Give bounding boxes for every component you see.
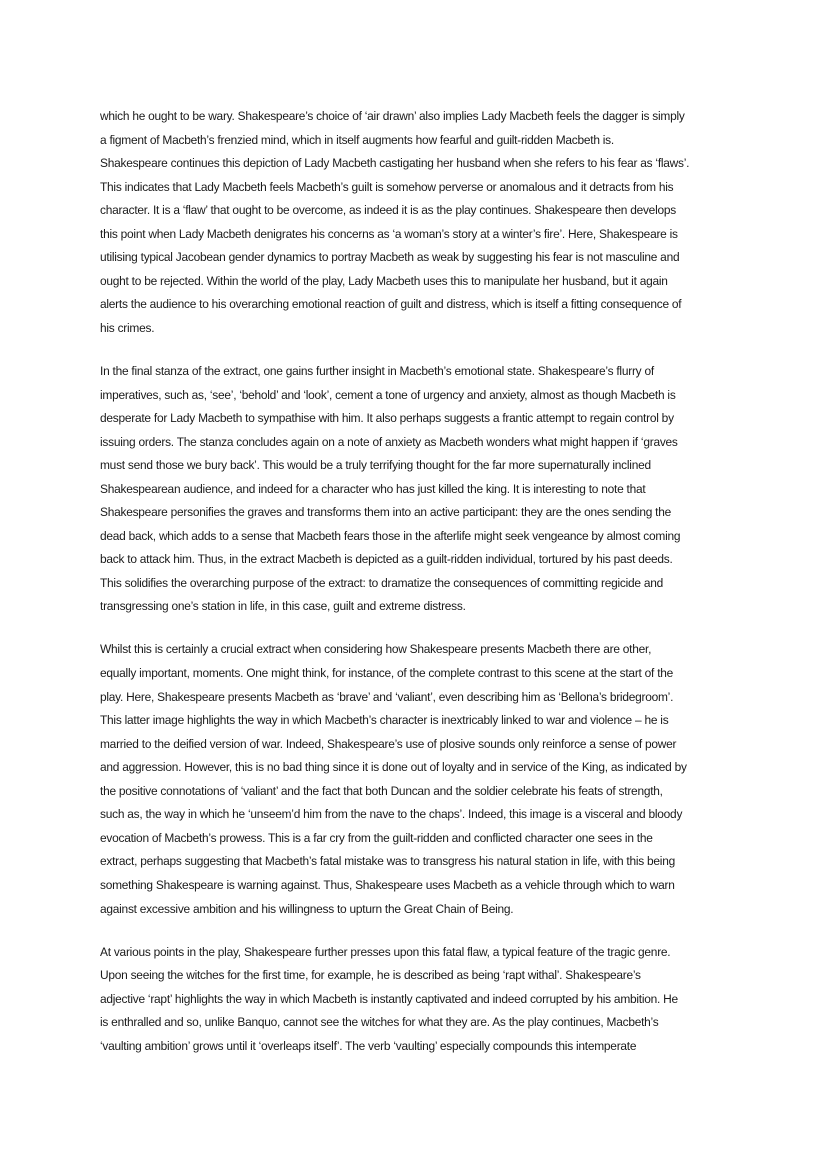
text-line: extract, perhaps suggesting that Macbeth’s fatal mistake was to transgress his natural station in life, with this being [100,854,675,869]
text-line: imperatives, such as, ‘see’, ‘behold’ and ‘look’, cement a tone of urgency and anxiety, almost as though Macbeth is [100,387,676,402]
text-line: adjective ‘rapt’ highlights the way in which Macbeth is instantly captivated and indeed corrupted by his ambition. He [100,991,678,1006]
text-line: Shakespeare personifies the graves and transforms them into an active participant: they are the ones sending the [100,505,672,520]
paragraph [100,638,740,921]
text-line: back to attack him. Thus, in the extract Macbeth is depicted as a guilt-ridden individual, tortured by his past deeds. [100,552,673,567]
text-line: the positive connotations of ‘valiant’ and the fact that both Duncan and the soldier celebrate his feats of strength, [100,783,663,798]
text-line: alerts the audience to his overarching emotional reaction of guilt and distress, which is itself a fitting consequence of [100,297,682,312]
text-line: equally important, moments. One might think, for instance, of the complete contrast to this scene at the start of the [100,666,674,681]
text-line: play. Here, Shakespeare presents Macbeth as ‘brave’ and ‘valiant’, even describing him as ‘Bellona’s bridegroom’. [100,689,674,704]
text-line: evocation of Macbeth’s prowess. This is a far cry from the guilt-ridden and conflicted character one sees in the [100,830,653,845]
text-line: is enthralled and so, unlike Banquo, cannot see the witches for what they are. As the play continues, Macbeth’s [100,1015,659,1030]
paragraph [100,105,740,340]
text-line: must send those we bury back’. This would be a truly terrifying thought for the far more supernaturally inclined [100,458,651,473]
text-line: and aggression. However, this is no bad thing since it is done out of loyalty and in service of the King, as indicated by [100,760,687,775]
text-line: In the final stanza of the extract, one gains further insight in Macbeth’s emotional state. Shakespeare’s flurry of [100,363,654,378]
text-line: dead back, which adds to a sense that Macbeth fears those in the afterlife might seek vengeance by almost coming [100,528,681,543]
text-line: this point when Lady Macbeth denigrates his concerns as ‘a woman’s story at a winter’s fire’. Here, Shakespeare is [100,226,678,241]
text-line: Shakespeare continues this depiction of Lady Macbeth castigating her husband when she refers to his fear as ‘flaws’. [100,156,690,171]
text-line: This latter image highlights the way in which Macbeth’s character is inextricably linked to war and violence – he is [100,713,669,728]
text-line: Shakespearean audience, and indeed for a character who has just killed the king. It is interesting to note that [100,481,646,496]
text-line: married to the deified version of war. Indeed, Shakespeare’s use of plosive sounds only reinforce a sense of power [100,736,677,751]
text-line: ‘vaulting ambition’ grows until it ‘overleaps itself’. The verb ‘vaulting’ especially compounds this intemperate [100,1038,637,1053]
text-line: This solidifies the overarching purpose of the extract: to dramatize the consequences of committing regicide and [100,575,664,590]
text-line: a figment of Macbeth’s frenzied mind, which in itself augments how fearful and guilt-ridden Macbeth is. [100,132,614,147]
text-line: something Shakespeare is warning against. Thus, Shakespeare uses Macbeth as a vehicle through which to warn [100,877,675,892]
text-line: utilising typical Jacobean gender dynamics to portray Macbeth as weak by suggesting his fear is not masculine and [100,250,680,265]
text-line: This indicates that Lady Macbeth feels Macbeth’s guilt is somehow perverse or anomalous and it detracts from his [100,179,674,194]
text-line: desperate for Lady Macbeth to sympathise with him. It also perhaps suggests a frantic attempt to regain control by [100,411,674,426]
text-line: ought to be rejected. Within the world of the play, Lady Macbeth uses this to manipulate her husband, but it again [100,273,668,288]
text-line: his crimes. [100,320,155,335]
text-line: Upon seeing the witches for the first time, for example, he is described as being ‘rapt withal’. Shakespeare’s [100,968,641,983]
paragraph [100,941,740,1059]
paragraph [100,360,740,619]
text-line: against excessive ambition and his willingness to upturn the Great Chain of Being. [100,901,514,916]
text-line: At various points in the play, Shakespeare further presses upon this fatal flaw, a typical feature of the tragic genre. [100,944,671,959]
text-line: transgressing one’s station in life, in this case, guilt and extreme distress. [100,599,466,614]
text-line: such as, the way in which he ‘unseem’d him from the nave to the chaps’. Indeed, this image is a visceral and bloody [100,807,683,822]
text-line: which he ought to be wary. Shakespeare’s choice of ‘air drawn’ also implies Lady Macbeth feels the dagger is simply [100,109,685,123]
document-body [100,105,740,1078]
text-line: issuing orders. The stanza concludes again on a note of anxiety as Macbeth wonders what might happen if ‘graves [100,434,678,449]
text-line: character. It is a ‘flaw’ that ought to be overcome, as indeed it is as the play continues. Shakespeare then develops [100,203,676,218]
text-line: Whilst this is certainly a crucial extract when considering how Shakespeare presents Macbeth there are other, [100,642,652,657]
